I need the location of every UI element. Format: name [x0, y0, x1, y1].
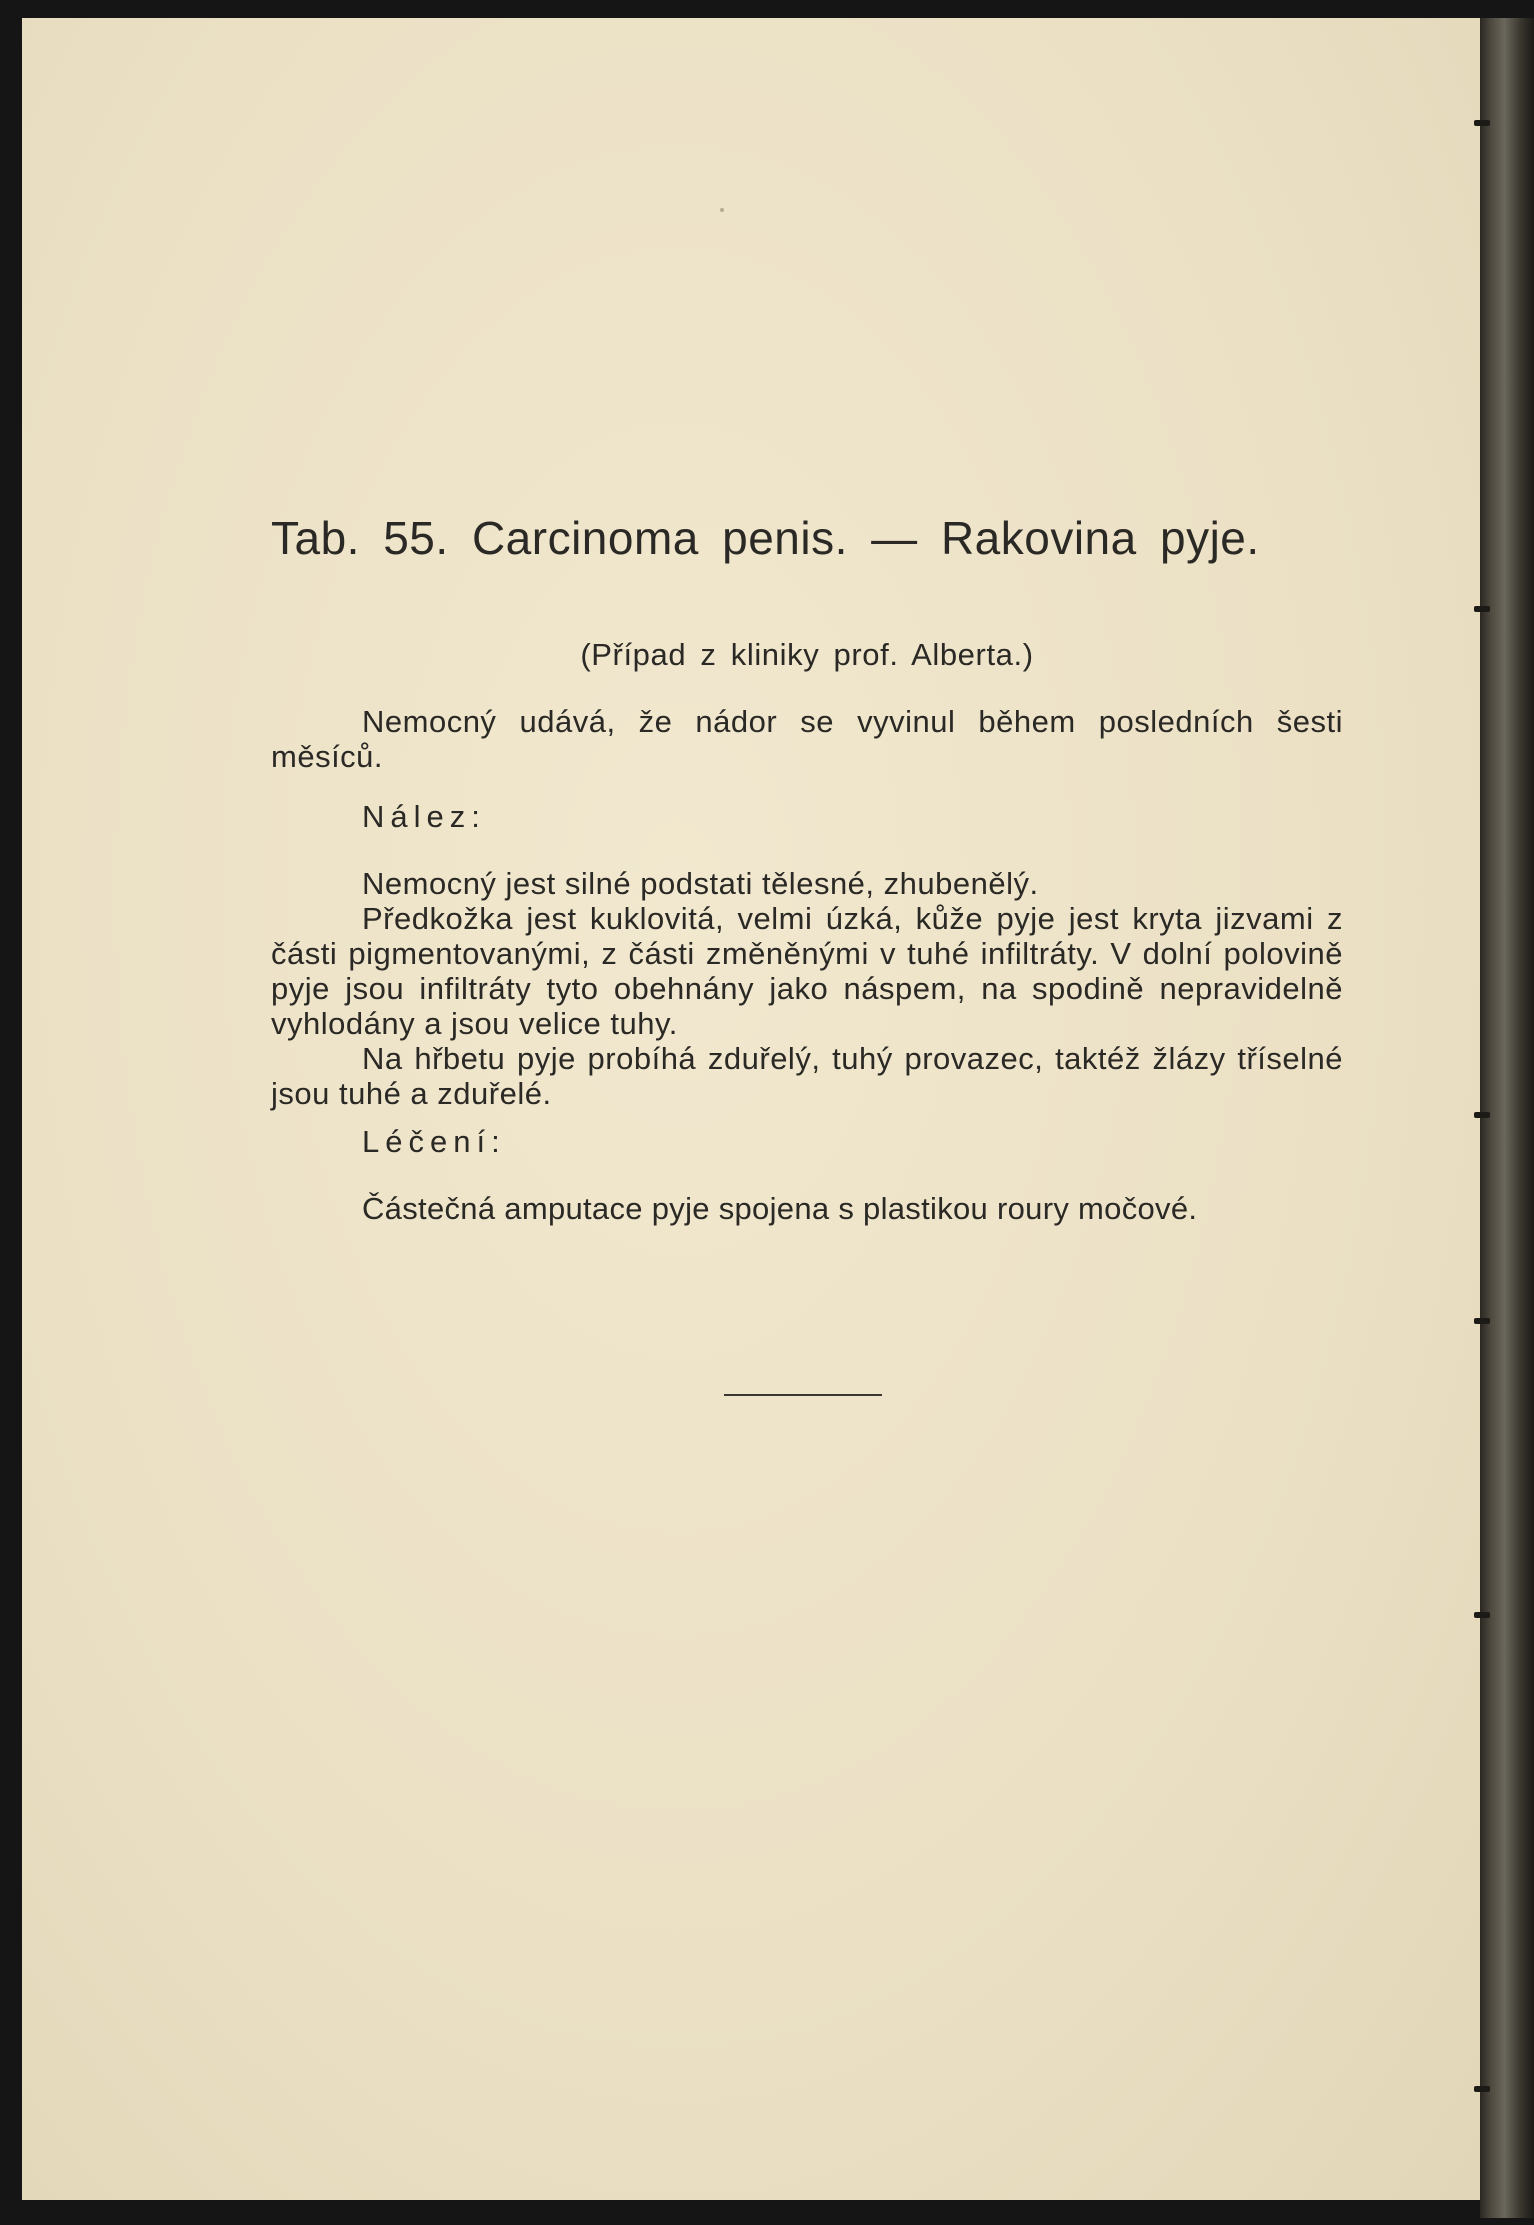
findings-paragraph: Předkožka jest kuklovitá, velmi úzká, kůže pyje jest kryta jizvami z části pigmentovanými, z části změněnými v tuhé infiltráty. V dolní polovině pyje jsou infiltráty tyto obehnány jako náspem, na spodině nepravidelně vyhlodány a jsou velice tuhy. [271, 901, 1343, 1041]
case-source: (Případ z kliniky prof. Alberta.) [580, 637, 1034, 672]
binding-thread [1474, 120, 1490, 126]
binding-thread [1474, 1112, 1490, 1118]
end-rule [724, 1394, 882, 1396]
paper-speck [720, 208, 724, 212]
binding-thread [1474, 1612, 1490, 1618]
document-body [271, 510, 1343, 1226]
findings-paragraph: Na hřbetu pyje probíhá zduřelý, tuhý provazec, taktéž žlázy tříselné jsou tuhé a zduřelé. [271, 1041, 1343, 1111]
binding-thread [1474, 1318, 1490, 1324]
binding-thread [1474, 606, 1490, 612]
page-title: Tab. 55. Carcinoma penis. — Rakovina pyje. [271, 512, 1260, 564]
binding-thread [1474, 2086, 1490, 2092]
history-paragraph: Nemocný udává, že nádor se vyvinul během posledních šesti měsíců. [271, 704, 1343, 774]
book-binding-edge [1480, 18, 1534, 2218]
findings-paragraph: Nemocný jest silné podstati tělesné, zhubenělý. [362, 866, 1039, 901]
treatment-heading: Léčení: [362, 1124, 506, 1159]
treatment-paragraph: Částečná amputace pyje spojena s plastikou roury močové. [362, 1191, 1198, 1226]
findings-heading: Nález: [362, 799, 486, 834]
